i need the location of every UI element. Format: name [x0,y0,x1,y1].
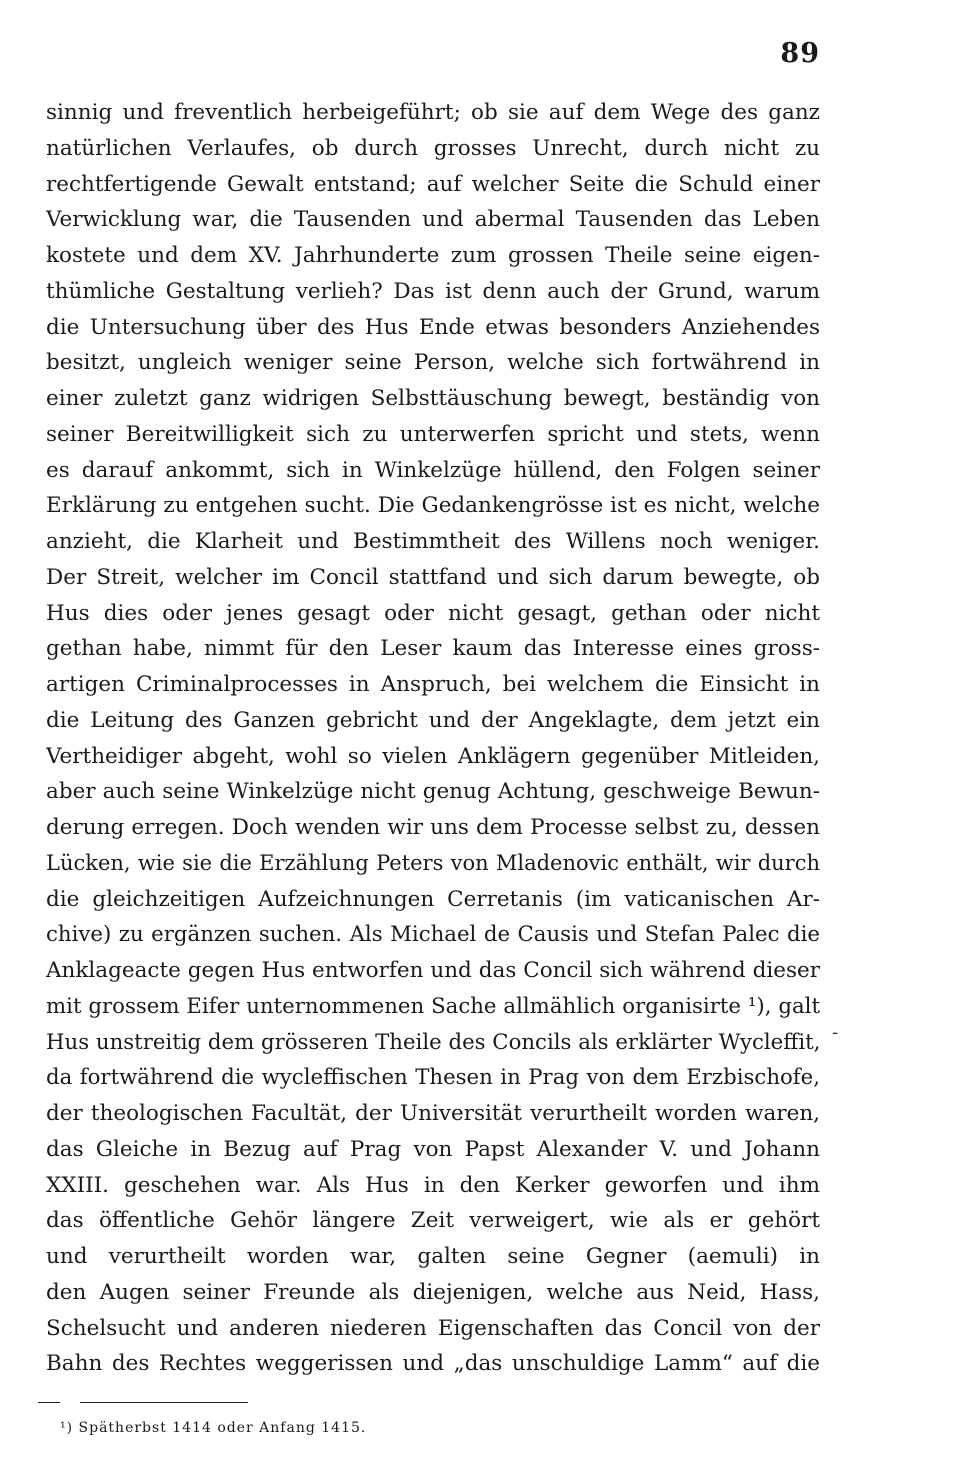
text-line: die gleichzeitigen Aufzeichnungen Cerretanis (im vaticanischen Ar- [46,886,820,912]
text-line: anzieht, die Klarheit und Bestimmtheit des Willens noch weniger. [46,529,820,554]
text-line: XXIII. geschehen war. Als Hus in den Kerker geworfen und ihm [46,1172,820,1198]
text-line: natürlichen Verlaufes, ob durch grosses Unrecht, durch nicht zu [46,135,820,161]
text-line: Vertheidiger abgeht, wohl so vielen Anklägern gegenüber Mitleiden, [46,743,820,769]
text-line: Bahn des Rechtes weggerissen und „das unschuldige Lamm“ auf die [46,1351,820,1377]
text-line: sinnig und freventlich herbeigeführt; ob sie auf dem Wege des ganz [46,100,820,125]
text-line: kostete und dem XV. Jahrhunderte zum grossen Theile seine eigen- [46,243,820,268]
text-line: gethan habe, nimmt für den Leser kaum das Interesse eines gross- [46,636,820,662]
text-line: Erklärung zu entgehen sucht. Die Gedankengrösse ist es nicht, welche [46,493,820,519]
text-line: einer zuletzt ganz widrigen Selbsttäuschung bewegt, beständig von [46,386,820,411]
text-line: Hus dies oder jenes gesagt oder nicht gesagt, gethan oder nicht [46,600,820,626]
text-line: rechtfertigende Gewalt entstand; auf welcher Seite die Schuld einer [46,171,820,197]
text-line: seiner Bereitwilligkeit sich zu unterwerfen spricht und stets, wenn [46,421,820,447]
text-line: da fortwährend die wycleffischen Thesen in Prag von dem Erzbischofe, [46,1065,820,1091]
text-line: chive) zu ergänzen suchen. Als Michael de Causis und Stefan Palec die [46,922,820,948]
text-line: das Gleiche in Bezug auf Prag von Papst Alexander V. und Johann [46,1136,820,1162]
text-line: das öffentliche Gehör längere Zeit verweigert, wie als er gehört [46,1208,820,1234]
text-line: die Leitung des Ganzen gebricht und der Angeklagte, dem jetzt ein [46,707,820,733]
text-line: Der Streit, welcher im Concil stattfand und sich darum bewegte, ob [46,564,820,590]
text-line: Schelsucht und anderen niederen Eigenschaften das Concil von der [46,1315,820,1341]
text-line: den Augen seiner Freunde als diejenigen, welche aus Neid, Hass, [46,1279,820,1305]
footnote-rule [80,1402,248,1403]
body-text [46,95,820,1382]
text-line: derung erregen. Doch wenden wir uns dem Processe selbst zu, dessen [46,815,820,840]
page-number: 89 [780,38,820,69]
text-line: besitzt, ungleich weniger seine Person, welche sich fortwährend in [46,350,820,376]
text-line: es darauf ankommt, sich in Winkelzüge hüllend, den Folgen seiner [46,457,820,483]
text-line: die Untersuchung über des Hus Ende etwas besonders Anziehendes [46,314,820,340]
text-line: Anklageacte gegen Hus entworfen und das Concil sich während dieser [46,958,820,983]
text-line: artigen Criminalprocesses in Anspruch, bei welchem die Einsicht in [46,672,820,697]
text-line: der theologischen Facultät, der Universität verurtheilt worden waren, [46,1101,820,1126]
text-line: Verwicklung war, die Tausenden und abermal Tausenden das Leben [46,207,820,233]
text-line: Hus unstreitig dem grösseren Theile des Concils als erklärter Wycleffit, [46,1029,820,1055]
text-line: und verurtheilt worden war, galten seine Gegner (aemuli) in [46,1244,820,1269]
text-line: thümliche Gestaltung verlieh? Das ist denn auch der Grund, warum [46,278,820,304]
text-line: Lücken, wie sie die Erzählung Peters von Mladenovic enthält, wir durch [46,850,820,875]
text-line: aber auch seine Winkelzüge nicht genug Achtung, geschweige Bewun- [46,779,820,805]
footnote-rule-dash [38,1402,60,1403]
footnote: ¹) Spätherbst 1414 oder Anfang 1415. [60,1420,367,1436]
margin-mark: - [832,1022,839,1043]
text-line: mit grossem Eifer unternommenen Sache allmählich organisirte ¹), galt [46,993,820,1019]
